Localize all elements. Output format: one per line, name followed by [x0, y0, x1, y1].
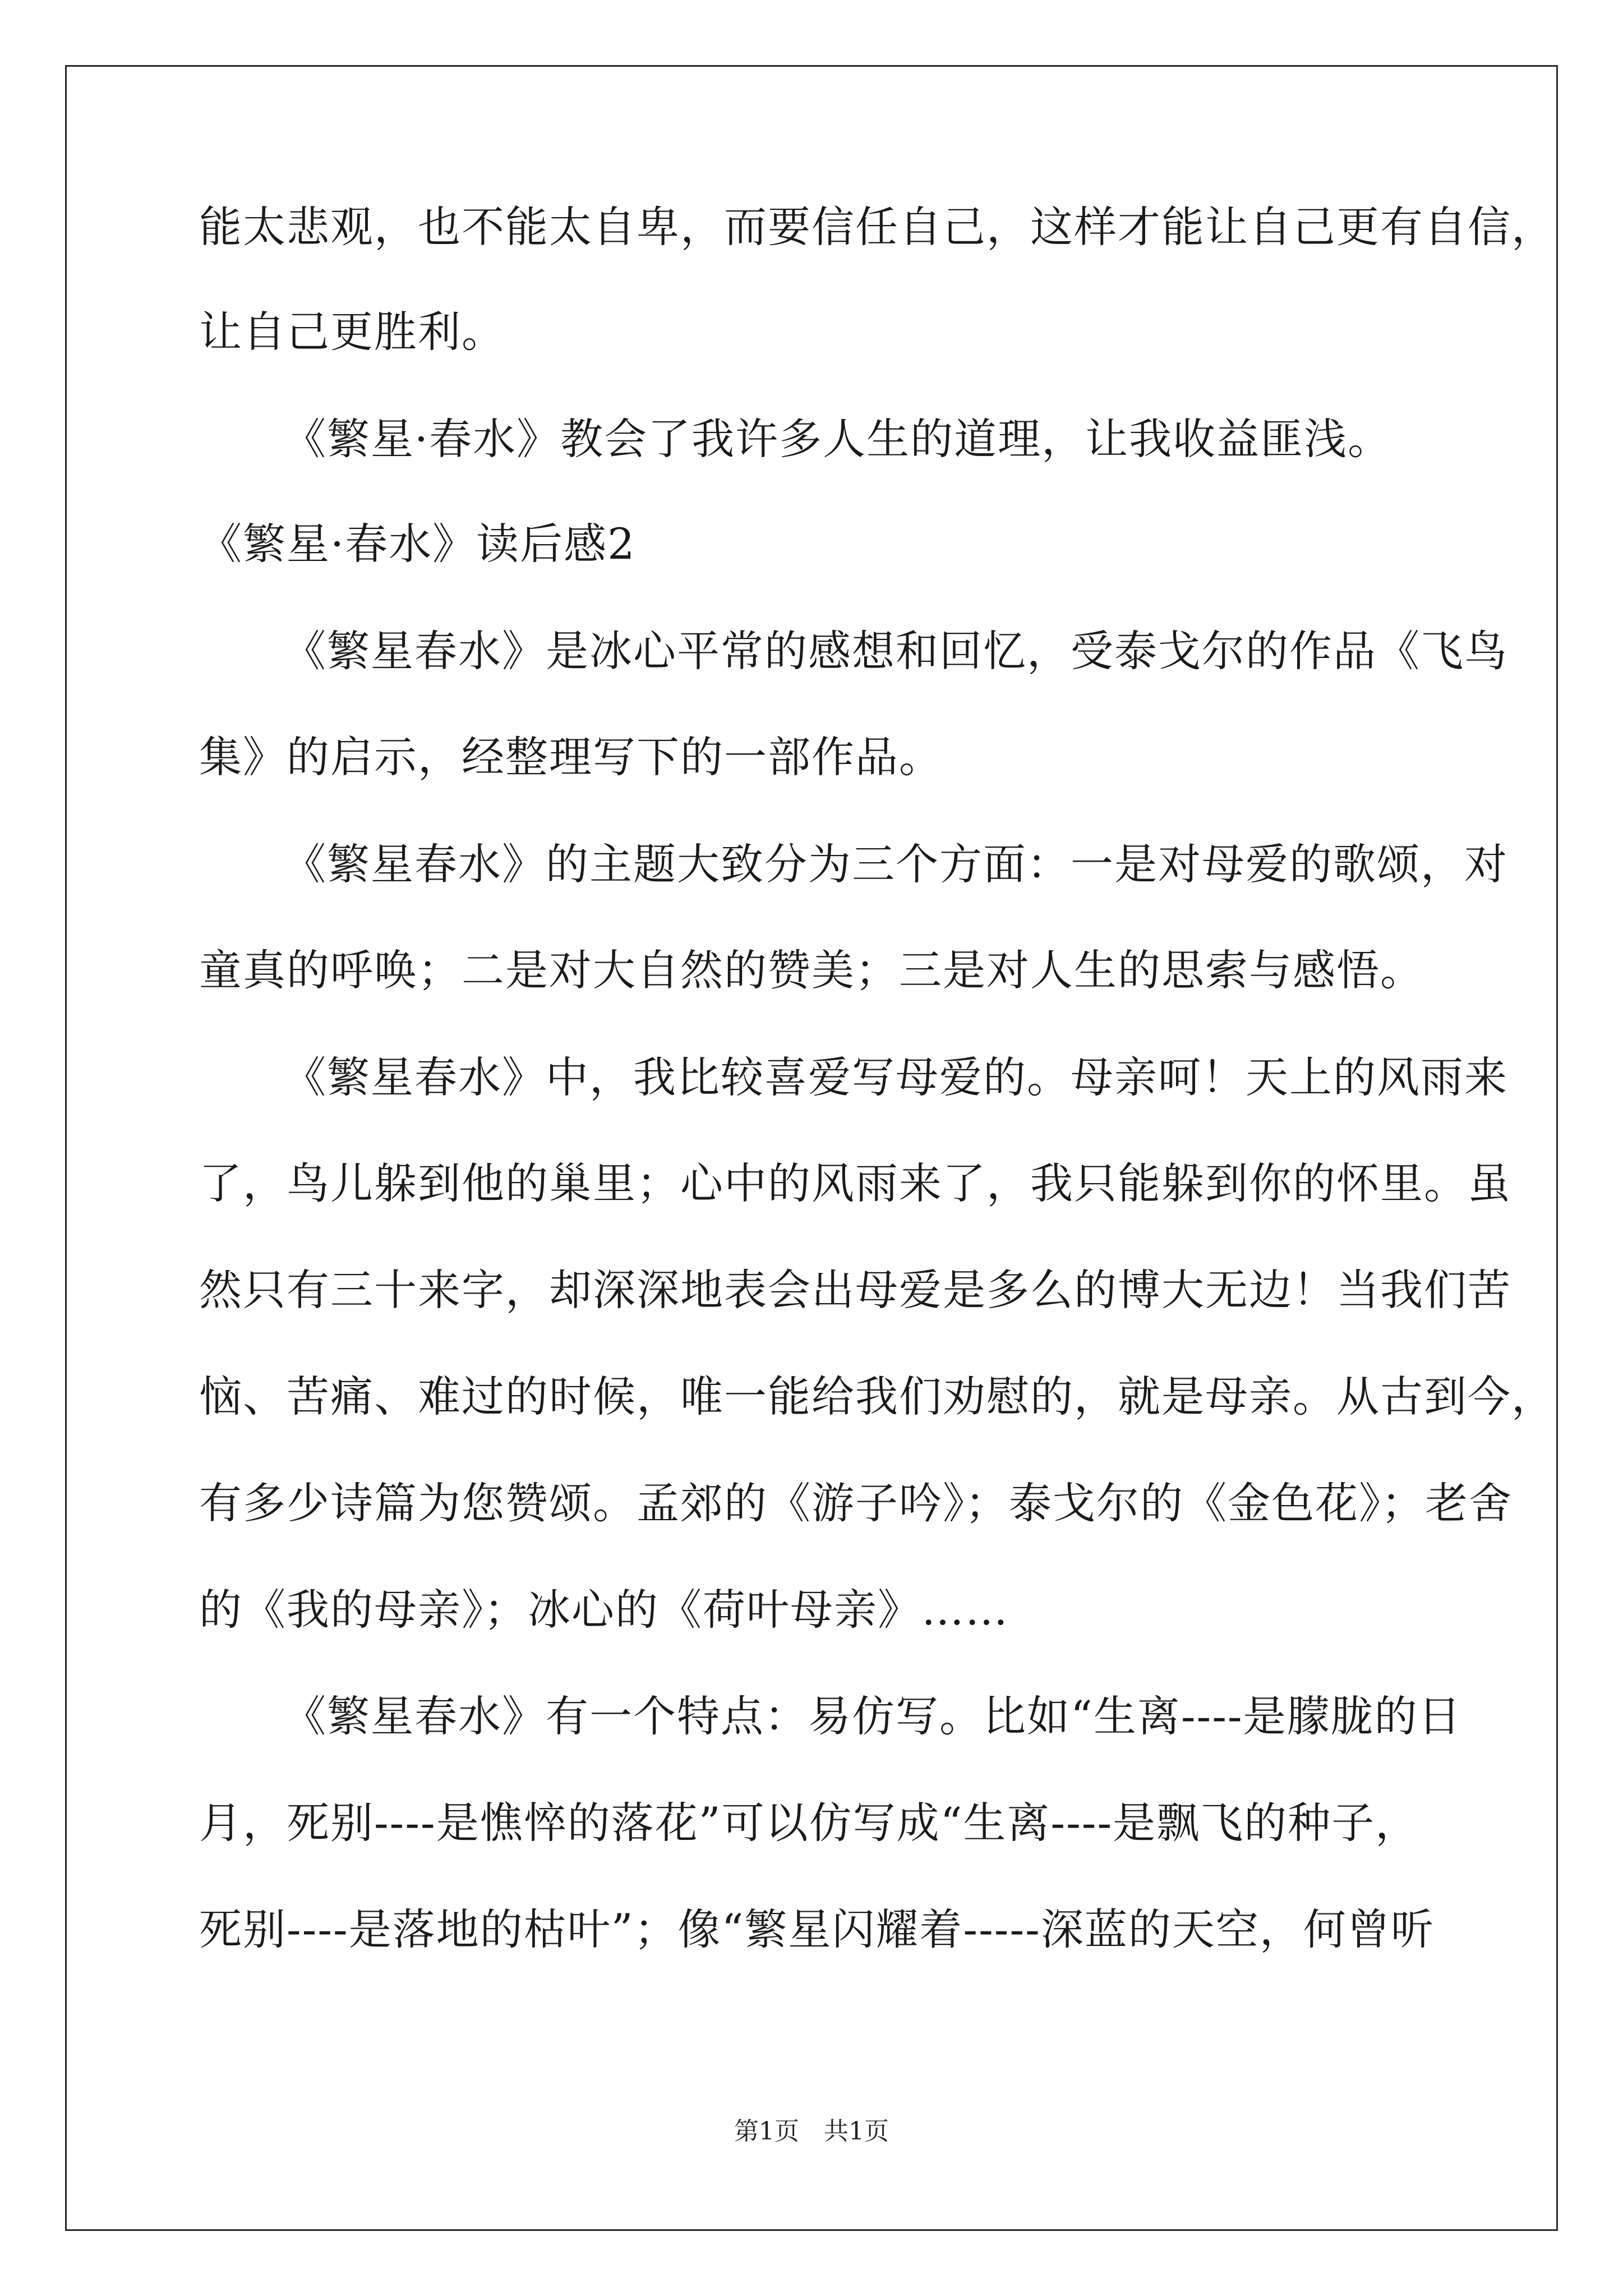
text-line: 《繁星春水》中，我比较喜爱写母爱的。母亲呵！天上的风雨来 [283, 1052, 1508, 1102]
text-line: 让自己更胜利。 [199, 307, 505, 357]
text-line: 恼、苦痛、难过的时候，唯一能给我们劝慰的，就是母亲。从古到今， [199, 1372, 1555, 1421]
text-line: 集》的启示，经整理写下的一部作品。 [199, 732, 943, 782]
text-line: 然只有三十来字，却深深地表会出母爱是多么的博大无边！当我们苦 [199, 1265, 1511, 1315]
text-line: 《繁星春水》是冰心平常的感想和回忆，受泰戈尔的作品《飞鸟 [283, 626, 1508, 676]
text-line: 《繁星春水》的主题大致分为三个方面：一是对母爱的歌颂，对 [283, 839, 1508, 889]
page-number-footer: 第1页 共1页 [734, 2117, 889, 2146]
text-line: 童真的呼唤；二是对大自然的赞美；三是对人生的思索与感悟。 [199, 945, 1424, 995]
text-line: 了，鸟儿躲到他的巢里；心中的风雨来了，我只能躲到你的怀里。虽 [199, 1158, 1511, 1208]
text-line: 有多少诗篇为您赞颂。孟郊的《游子吟》；泰戈尔的《金色花》；老舍 [199, 1478, 1513, 1528]
section-heading: 《繁星·春水》读后感2 [199, 519, 636, 569]
text-line: 月，死别----是憔悴的落花”可以仿写成“生离----是飘飞的种子， [199, 1798, 1419, 1848]
text-line: 《繁星·春水》教会了我许多人生的道理，让我收益匪浅。 [283, 414, 1392, 464]
text-line: 死别----是落地的枯叶”；像“繁星闪耀着-----深蓝的天空，何曾听 [199, 1904, 1435, 1954]
text-line: 的《我的母亲》；冰心的《荷叶母亲》…… [199, 1585, 1009, 1635]
text-line: 能太悲观，也不能太自卑，而要信任自己，这样才能让自己更有自信， [199, 202, 1555, 252]
text-line: 《繁星春水》有一个特点：易仿写。比如“生离----是朦胧的日 [283, 1691, 1462, 1741]
